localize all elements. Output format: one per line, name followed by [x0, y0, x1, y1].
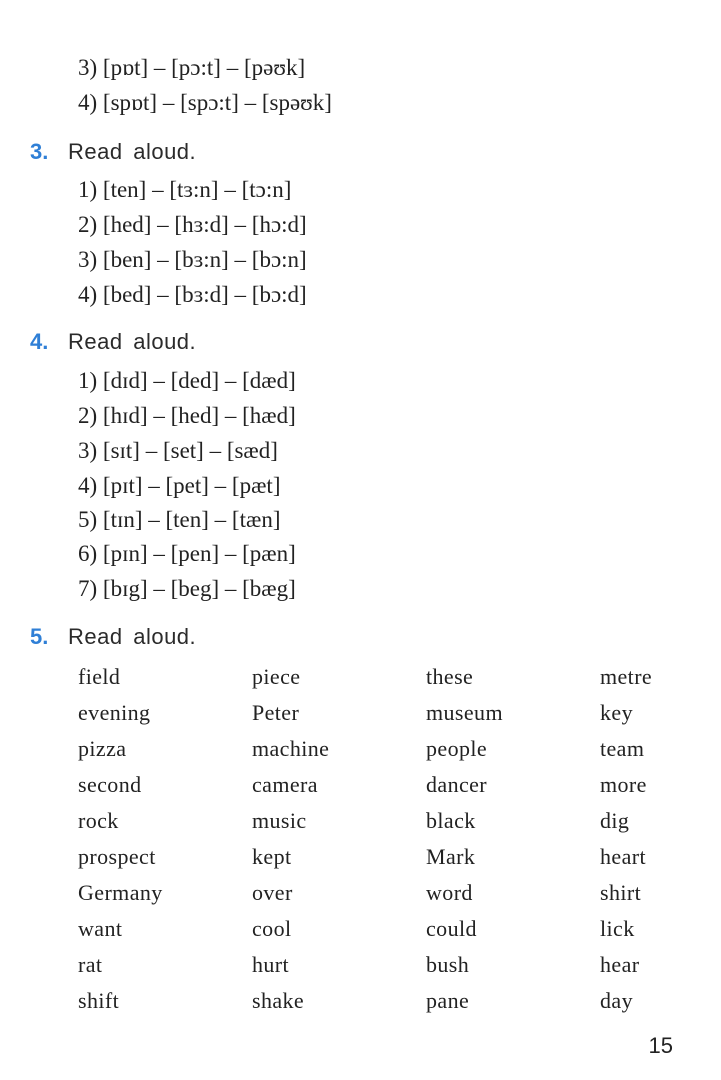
exercise-heading-5: [30, 622, 196, 652]
word-cell: rock: [78, 808, 119, 833]
exercise-number: 5.: [30, 624, 49, 649]
word-cell: dancer: [426, 772, 488, 797]
word-cell: Mark: [426, 844, 476, 869]
exercise-3-item: 1) [ten] – [tɜ:n] – [tɔ:n]: [78, 177, 292, 202]
exercise-title: Read aloud.: [68, 329, 197, 354]
word-cell: people: [426, 736, 488, 761]
exercise-number: 4.: [30, 329, 49, 354]
exercise-3-item: 2) [hed] – [hɜ:d] – [hɔ:d]: [78, 212, 307, 237]
word-cell: Germany: [78, 880, 163, 905]
word-cell: evening: [78, 700, 151, 725]
exercise-4-item: 2) [hɪd] – [hed] – [hæd]: [78, 403, 296, 428]
exercise-4-item: 5) [tɪn] – [ten] – [tæn]: [78, 507, 281, 532]
exercise-4-item: 1) [dɪd] – [ded] – [dæd]: [78, 368, 296, 393]
word-cell: want: [78, 916, 123, 941]
word-cell: camera: [252, 772, 318, 797]
page-number: 15: [648, 1033, 673, 1058]
word-cell: key: [600, 700, 633, 725]
exercise-4-item: 3) [sɪt] – [set] – [sæd]: [78, 438, 278, 463]
word-cell: these: [426, 664, 474, 689]
word-cell: music: [252, 808, 307, 833]
top-list-item: 4) [spɒt] – [spɔ:t] – [spəʊk]: [78, 90, 332, 115]
word-cell: day: [600, 988, 633, 1013]
word-cell: over: [252, 880, 293, 905]
word-cell: Peter: [252, 700, 300, 725]
exercise-4-item: 7) [bɪg] – [beg] – [bæg]: [78, 576, 296, 601]
word-cell: more: [600, 772, 647, 797]
word-cell: second: [78, 772, 142, 797]
top-list-item: 3) [pɒt] – [pɔ:t] – [pəʊk]: [78, 55, 306, 80]
word-cell: team: [600, 736, 645, 761]
word-cell: prospect: [78, 844, 156, 869]
word-cell: museum: [426, 700, 503, 725]
word-cell: hear: [600, 952, 640, 977]
word-cell: piece: [252, 664, 301, 689]
exercise-heading-3: [30, 137, 196, 167]
word-cell: bush: [426, 952, 470, 977]
word-cell: word: [426, 880, 473, 905]
word-cell: rat: [78, 952, 103, 977]
word-cell: black: [426, 808, 476, 833]
exercise-number: 3.: [30, 139, 49, 164]
word-cell: pane: [426, 988, 470, 1013]
word-cell: metre: [600, 664, 653, 689]
exercise-4-item: 4) [pɪt] – [pet] – [pæt]: [78, 473, 281, 498]
word-cell: could: [426, 916, 477, 941]
word-cell: heart: [600, 844, 646, 869]
word-cell: dig: [600, 808, 630, 833]
exercise-title: Read aloud.: [68, 624, 197, 649]
word-cell: shift: [78, 988, 120, 1013]
exercise-heading-4: [30, 327, 196, 357]
exercise-4-item: 6) [pɪn] – [pen] – [pæn]: [78, 541, 296, 566]
word-cell: shake: [252, 988, 305, 1013]
word-cell: cool: [252, 916, 292, 941]
word-cell: pizza: [78, 736, 127, 761]
exercise-title: Read aloud.: [68, 139, 197, 164]
exercise-3-item: 3) [ben] – [bɜ:n] – [bɔ:n]: [78, 247, 307, 272]
exercise-3-item: 4) [bed] – [bɜ:d] – [bɔ:d]: [78, 282, 307, 307]
word-table: [78, 664, 698, 1024]
word-cell: kept: [252, 844, 292, 869]
word-cell: lick: [600, 916, 635, 941]
word-cell: shirt: [600, 880, 642, 905]
word-cell: machine: [252, 736, 330, 761]
word-cell: hurt: [252, 952, 290, 977]
word-cell: field: [78, 664, 121, 689]
